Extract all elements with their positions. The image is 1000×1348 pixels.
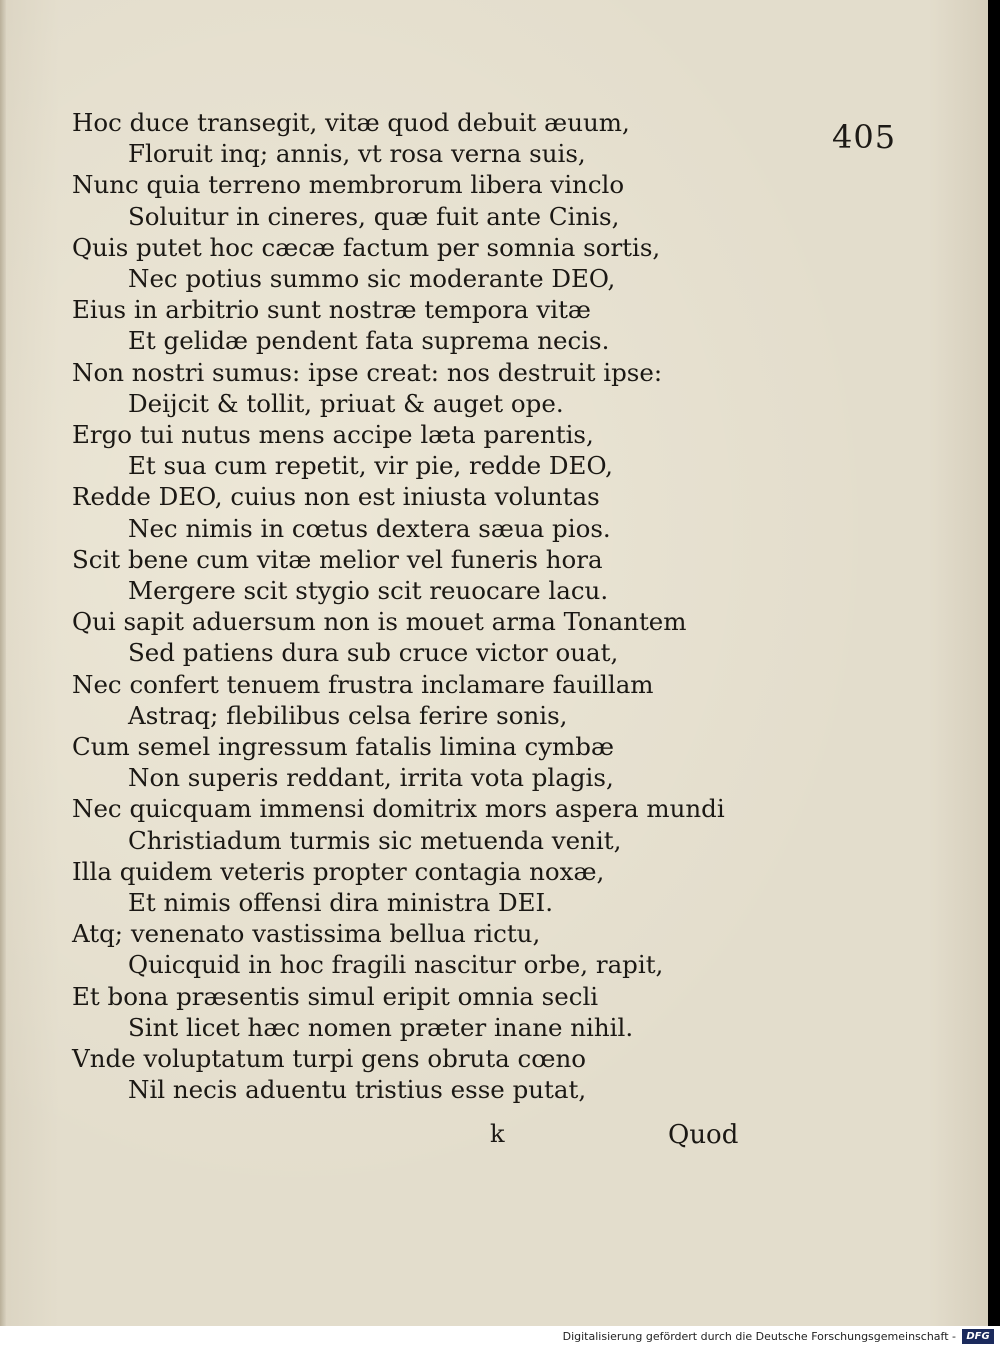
verse-line: Redde DEO, cuius non est iniusta voluntas [72,482,600,512]
footer-bar [0,1326,1000,1348]
verse-line: Et gelidæ pendent fata suprema necis. [128,326,610,356]
verse-line: Illa quidem veteris propter contagia noxæ, [72,856,605,886]
verse-line: Et bona præsentis simul eripit omnia secli [72,981,599,1011]
verse-line: Qui sapit aduersum non is mouet arma Tonantem [72,607,687,637]
verse-line: Nec potius summo sic moderante DEO, [128,264,616,293]
verse-line: Non nostri sumus: ipse creat: nos destruit ipse: [72,357,663,387]
page-number: 405 [832,118,897,156]
catchword: Quod [668,1120,739,1150]
verse-line: Deijcit & tollit, priuat & auget ope. [128,388,564,418]
verse-line: Christiadum turmis sic metuenda venit, [128,825,622,855]
verse-line: Nec confert tenuem frustra inclamare fauillam [72,669,654,699]
verse-line: Nec nimis in cœtus dextera sæua pios. [128,513,611,543]
verse-line: Sed patiens dura sub cruce victor ouat, [128,638,619,668]
verse-line: Astraq; flebilibus celsa ferire sonis, [128,700,568,730]
verse-line: Vnde voluptatum turpi gens obruta cœno [72,1044,587,1073]
verse-line: Ergo tui nutus mens accipe læta parentis, [72,420,594,449]
verse-line: Et sua cum repetit, vir pie, redde DEO, [128,451,613,481]
verse-line: Quicquid in hoc fragili nascitur orbe, rapit, [128,950,664,980]
verse-line: Nil necis aduentu tristius esse putat, [128,1075,587,1105]
verse-line: Nec quicquam immensi domitrix mors aspera mundi [72,794,725,824]
footer-credit: Digitalisierung gefördert durch die Deutsche Forschungsgemeinschaft - [562,1330,956,1343]
verse-line: Sint licet hæc nomen præter inane nihil. [128,1012,634,1042]
verse-line: Nunc quia terreno membrorum libera vinclo [72,170,625,200]
verse-line: Quis putet hoc cæcæ factum per somnia sortis, [72,232,661,262]
verse-line: Cum semel ingressum fatalis limina cymbæ [72,732,615,761]
verse-line: Atq; venenato vastissima bellua rictu, [72,919,541,949]
dfg-logo: DFG [962,1329,994,1344]
verse-line: Scit bene cum vitæ melior vel funeris hora [72,544,603,574]
verse-line: Soluitur in cineres, quæ fuit ante Cinis, [128,201,620,231]
verse-line: Non superis reddant, irrita vota plagis, [128,763,614,793]
verse-line: Hoc duce transegit, vitæ quod debuit æuum, [72,108,630,137]
signature-mark: k [490,1120,505,1148]
verse-line: Floruit inq; annis, vt rosa verna suis, [128,139,586,169]
verse-line: Et nimis offensi dira ministra DEI. [128,888,554,917]
verse-line: Mergere scit stygio scit reuocare lacu. [128,576,609,605]
verse-line: Eius in arbitrio sunt nostræ tempora vitæ [72,295,591,325]
